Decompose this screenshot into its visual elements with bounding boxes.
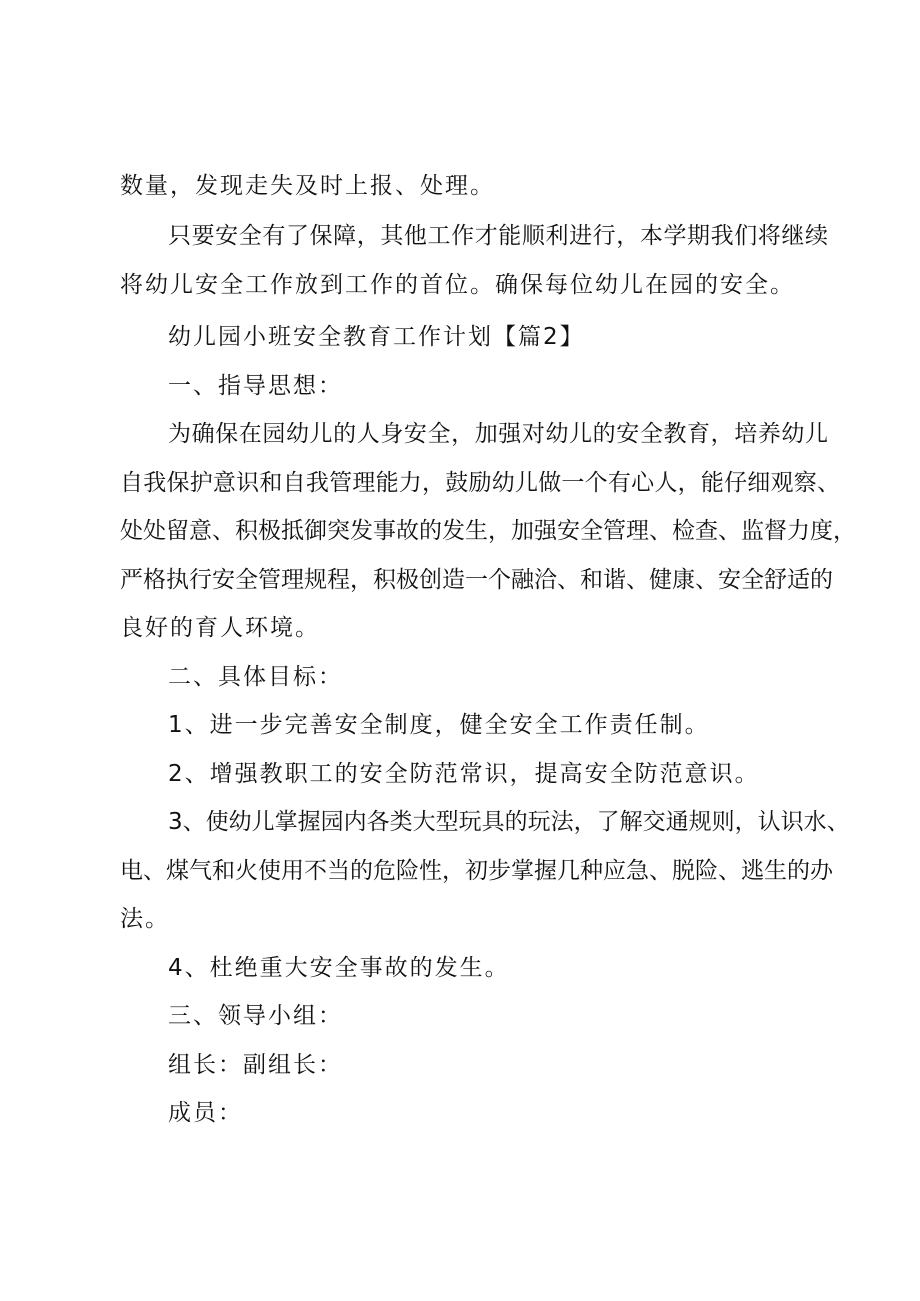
goal-item-1: 1、进一步完善安全制度，健全安全工作责任制。 bbox=[168, 712, 710, 738]
members: 成员： bbox=[168, 1100, 243, 1126]
paragraph-ideology-line-4: 严格执行安全管理规程，积极创造一个融洽、和谐、健康、安全舒适的 bbox=[120, 567, 833, 593]
paragraph-ideology-line-3: 处处留意、积极抵御突发事故的发生，加强安全管理、检查、监督力度， bbox=[120, 518, 856, 544]
paragraph-ideology-line-1: 为确保在园幼儿的人身安全，加强对幼儿的安全教育，培养幼儿 bbox=[168, 421, 828, 447]
section-title-part-2: 幼儿园小班安全教育工作计划【篇2】 bbox=[168, 324, 585, 350]
goal-item-4: 4、杜绝重大安全事故的发生。 bbox=[168, 955, 510, 981]
heading-specific-goals: 二、具体目标： bbox=[168, 664, 343, 690]
paragraph-ideology-line-2: 自我保护意识和自我管理能力，鼓励幼儿做一个有心人，能仔细观察、 bbox=[120, 470, 840, 496]
goal-item-3-line-1: 3、使幼儿掌握园内各类大型玩具的玩法，了解交通规则，认识水、 bbox=[168, 809, 850, 835]
text-line-continuation: 数量，发现走失及时上报、处理。 bbox=[120, 173, 495, 199]
goal-item-3-line-2: 电、煤气和火使用不当的危险性，初步掌握几种应急、脱险、逃生的办 bbox=[120, 858, 833, 884]
paragraph-safety-priority-line-1: 只要安全有了保障，其他工作才能顺利进行，本学期我们将继续 bbox=[168, 223, 828, 249]
goal-item-3-line-3: 法。 bbox=[120, 906, 170, 932]
leader-and-deputy: 组长：副组长： bbox=[168, 1052, 343, 1078]
heading-guiding-ideology: 一、指导思想： bbox=[168, 373, 343, 399]
paragraph-ideology-line-5: 良好的育人环境。 bbox=[120, 615, 320, 641]
heading-leadership-group: 三、领导小组： bbox=[168, 1003, 343, 1029]
paragraph-safety-priority-line-2: 将幼儿安全工作放到工作的首位。确保每位幼儿在园的安全。 bbox=[120, 272, 795, 298]
goal-item-2: 2、增强教职工的安全防范常识，提高安全防范意识。 bbox=[168, 761, 760, 787]
